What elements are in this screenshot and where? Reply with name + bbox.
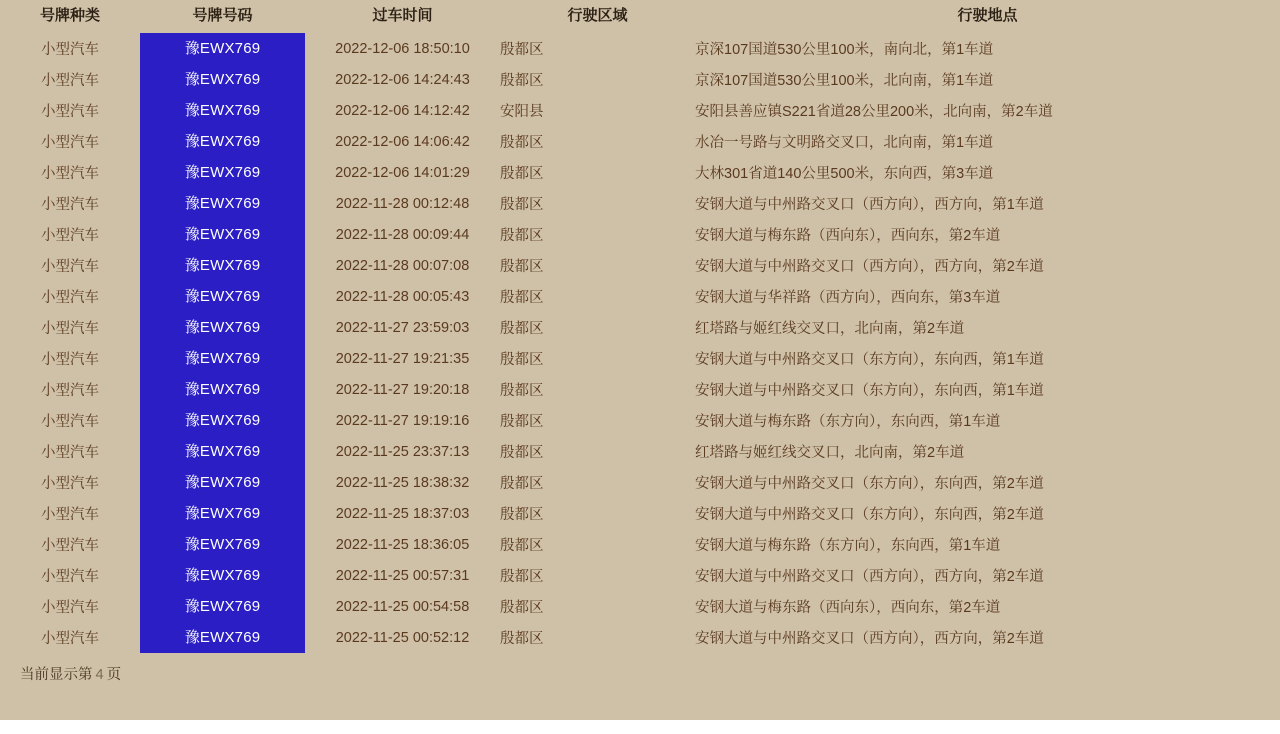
cell-location: 安钢大道与中州路交叉口（西方向），西方向，第2车道: [695, 631, 1044, 647]
table-row: [0, 560, 1280, 591]
plate-badge[interactable]: 豫EWX769: [140, 188, 305, 219]
cell-location: 红塔路与姬红线交叉口，北向南，第2车道: [695, 321, 965, 337]
cell-area: 殷都区: [500, 507, 544, 523]
column-header-pass-time: 过车时间: [372, 7, 433, 24]
cell-plate-type: 小型汽车: [41, 600, 99, 616]
cell-plate-number: [140, 281, 305, 312]
cell-plate-type: 小型汽车: [41, 197, 99, 213]
table-row: [0, 250, 1280, 281]
cell-area: 殷都区: [500, 569, 544, 585]
cell-plate-number: [140, 529, 305, 560]
cell-area: 殷都区: [500, 631, 544, 647]
cell-plate-type: 小型汽车: [41, 631, 99, 647]
cell-plate-number: [140, 405, 305, 436]
cell-plate-number: [140, 312, 305, 343]
cell-location: 安钢大道与中州路交叉口（西方向），西方向，第2车道: [695, 259, 1044, 275]
plate-badge[interactable]: 豫EWX769: [140, 157, 305, 188]
cell-location: 安钢大道与中州路交叉口（西方向），西方向，第2车道: [695, 569, 1044, 585]
cell-plate-type: 小型汽车: [41, 538, 99, 554]
table-row: [0, 467, 1280, 498]
cell-plate-type: 小型汽车: [41, 42, 99, 58]
cell-pass-time: 2022-11-28 00:12:48: [335, 195, 470, 212]
cell-pass-time: 2022-11-27 19:19:16: [335, 412, 470, 429]
table-body: [0, 33, 1280, 653]
column-header-plate-number: 号牌号码: [192, 7, 253, 24]
cell-plate-number: [140, 374, 305, 405]
cell-plate-type: 小型汽车: [41, 476, 99, 492]
cell-pass-time: 2022-11-28 00:07:08: [335, 257, 470, 274]
plate-badge[interactable]: 豫EWX769: [140, 436, 305, 467]
cell-plate-number: [140, 219, 305, 250]
plate-badge[interactable]: 豫EWX769: [140, 219, 305, 250]
plate-badge[interactable]: 豫EWX769: [140, 405, 305, 436]
table-row: [0, 157, 1280, 188]
pagination-prefix: 当前显示第: [20, 667, 93, 683]
cell-plate-type: 小型汽车: [41, 135, 99, 151]
table-header-row: [0, 0, 1280, 33]
plate-badge[interactable]: 豫EWX769: [140, 467, 305, 498]
cell-location: 水冶一号路与文明路交叉口，北向南，第1车道: [695, 135, 994, 151]
table-row: [0, 219, 1280, 250]
table-row: [0, 95, 1280, 126]
cell-area: 安阳县: [500, 104, 544, 120]
pagination-suffix: 页: [106, 667, 122, 683]
cell-plate-number: [140, 250, 305, 281]
cell-area: 殷都区: [500, 42, 544, 58]
cell-plate-type: 小型汽车: [41, 383, 99, 399]
cell-location: 安钢大道与梅东路（西向东），西向东，第2车道: [695, 228, 1001, 244]
plate-badge[interactable]: 豫EWX769: [140, 374, 305, 405]
cell-pass-time: 2022-11-28 00:09:44: [335, 226, 470, 243]
table-row: [0, 591, 1280, 622]
cell-area: 殷都区: [500, 352, 544, 368]
cell-area: 殷都区: [500, 383, 544, 399]
table-row: [0, 312, 1280, 343]
plate-badge[interactable]: 豫EWX769: [140, 591, 305, 622]
cell-location: 安钢大道与中州路交叉口（西方向），西方向，第1车道: [695, 197, 1044, 213]
table-row: [0, 281, 1280, 312]
cell-area: 殷都区: [500, 445, 544, 461]
plate-badge[interactable]: 豫EWX769: [140, 281, 305, 312]
table-row: [0, 622, 1280, 653]
cell-area: 殷都区: [500, 414, 544, 430]
cell-plate-number: [140, 64, 305, 95]
cell-pass-time: 2022-11-25 18:37:03: [335, 505, 470, 522]
cell-plate-number: [140, 467, 305, 498]
table-row: [0, 343, 1280, 374]
cell-pass-time: 2022-11-28 00:05:43: [335, 288, 470, 305]
cell-pass-time: 2022-11-25 18:36:05: [335, 536, 470, 553]
cell-pass-time: 2022-11-25 00:57:31: [335, 567, 470, 584]
cell-pass-time: 2022-12-06 14:06:42: [335, 133, 470, 150]
cell-plate-type: 小型汽车: [41, 352, 99, 368]
plate-badge[interactable]: 豫EWX769: [140, 250, 305, 281]
cell-area: 殷都区: [500, 228, 544, 244]
cell-plate-number: [140, 33, 305, 64]
column-header-area: 行驶区域: [567, 7, 628, 24]
cell-pass-time: 2022-12-06 18:50:10: [335, 40, 470, 57]
cell-plate-type: 小型汽车: [41, 228, 99, 244]
column-header-plate-type: 号牌种类: [39, 7, 100, 24]
plate-badge[interactable]: 豫EWX769: [140, 498, 305, 529]
cell-location: 安钢大道与华祥路（西方向），西向东，第3车道: [695, 290, 1001, 306]
cell-pass-time: 2022-12-06 14:24:43: [335, 71, 470, 88]
cell-pass-time: 2022-11-27 19:21:35: [335, 350, 470, 367]
cell-pass-time: 2022-11-25 00:52:12: [335, 629, 470, 646]
cell-location: 安钢大道与梅东路（东方向），东向西，第1车道: [695, 538, 1001, 554]
cell-plate-type: 小型汽车: [41, 507, 99, 523]
cell-location: 大林301省道140公里500米，东向西，第3车道: [695, 166, 994, 182]
cell-pass-time: 2022-11-27 19:20:18: [335, 381, 470, 398]
cell-area: 殷都区: [500, 290, 544, 306]
cell-area: 殷都区: [500, 73, 544, 89]
bottom-white-strip: [0, 720, 1280, 734]
cell-pass-time: 2022-11-25 00:54:58: [335, 598, 470, 615]
cell-location: 安钢大道与梅东路（西向东），西向东，第2车道: [695, 600, 1001, 616]
cell-location: 安阳县善应镇S221省道28公里200米，北向南，第2车道: [695, 104, 1053, 120]
plate-badge[interactable]: 豫EWX769: [140, 312, 305, 343]
cell-plate-number: [140, 498, 305, 529]
cell-plate-type: 小型汽车: [41, 290, 99, 306]
plate-badge[interactable]: 豫EWX769: [140, 622, 305, 653]
plate-badge[interactable]: 豫EWX769: [140, 95, 305, 126]
cell-area: 殷都区: [500, 259, 544, 275]
cell-pass-time: 2022-11-25 23:37:13: [335, 443, 470, 460]
cell-location: 安钢大道与中州路交叉口（东方向），东向西，第1车道: [695, 352, 1044, 368]
cell-pass-time: 2022-12-06 14:12:42: [335, 102, 470, 119]
cell-location: 安钢大道与中州路交叉口（东方向），东向西，第2车道: [695, 476, 1044, 492]
table-header: [0, 0, 1280, 33]
column-header-location: 行驶地点: [957, 7, 1018, 24]
plate-badge[interactable]: 豫EWX769: [140, 560, 305, 591]
cell-plate-type: 小型汽车: [41, 73, 99, 89]
cell-plate-type: 小型汽车: [41, 166, 99, 182]
cell-plate-number: [140, 157, 305, 188]
cell-area: 殷都区: [500, 321, 544, 337]
cell-pass-time: 2022-11-25 18:38:32: [335, 474, 470, 491]
cell-plate-number: [140, 126, 305, 157]
plate-badge[interactable]: 豫EWX769: [140, 529, 305, 560]
table-row: [0, 529, 1280, 560]
cell-plate-type: 小型汽车: [41, 445, 99, 461]
cell-pass-time: 2022-11-27 23:59:03: [335, 319, 470, 336]
cell-area: 殷都区: [500, 197, 544, 213]
table-row: [0, 64, 1280, 95]
plate-badge[interactable]: 豫EWX769: [140, 33, 305, 64]
table-row: [0, 405, 1280, 436]
table-row: [0, 188, 1280, 219]
cell-plate-type: 小型汽车: [41, 321, 99, 337]
table-row: [0, 126, 1280, 157]
pagination-status: [0, 663, 1280, 684]
table-row: [0, 498, 1280, 529]
table-row: [0, 436, 1280, 467]
cell-location: 京深107国道530公里100米，北向南，第1车道: [695, 73, 994, 89]
cell-plate-number: [140, 622, 305, 653]
cell-plate-type: 小型汽车: [41, 569, 99, 585]
cell-area: 殷都区: [500, 538, 544, 554]
cell-plate-type: 小型汽车: [41, 414, 99, 430]
cell-plate-number: [140, 436, 305, 467]
cell-location: 京深107国道530公里100米，南向北，第1车道: [695, 42, 994, 58]
cell-location: 安钢大道与梅东路（东方向），东向西，第1车道: [695, 414, 1001, 430]
cell-plate-number: [140, 343, 305, 374]
table-row: [0, 33, 1280, 64]
cell-location: 红塔路与姬红线交叉口，北向南，第2车道: [695, 445, 965, 461]
pagination-page-number: 4: [95, 667, 104, 683]
cell-location: 安钢大道与中州路交叉口（东方向），东向西，第1车道: [695, 383, 1044, 399]
table-row: [0, 374, 1280, 405]
cell-plate-number: [140, 188, 305, 219]
cell-plate-type: 小型汽车: [41, 104, 99, 120]
plate-badge[interactable]: 豫EWX769: [140, 64, 305, 95]
cell-location: 安钢大道与中州路交叉口（东方向），东向西，第2车道: [695, 507, 1044, 523]
cell-area: 殷都区: [500, 600, 544, 616]
cell-plate-number: [140, 560, 305, 591]
cell-area: 殷都区: [500, 135, 544, 151]
cell-plate-type: 小型汽车: [41, 259, 99, 275]
cell-area: 殷都区: [500, 476, 544, 492]
cell-area: 殷都区: [500, 166, 544, 182]
cell-plate-number: [140, 591, 305, 622]
cell-pass-time: 2022-12-06 14:01:29: [335, 164, 470, 181]
plate-badge[interactable]: 豫EWX769: [140, 126, 305, 157]
plate-badge[interactable]: 豫EWX769: [140, 343, 305, 374]
cell-plate-number: [140, 95, 305, 126]
